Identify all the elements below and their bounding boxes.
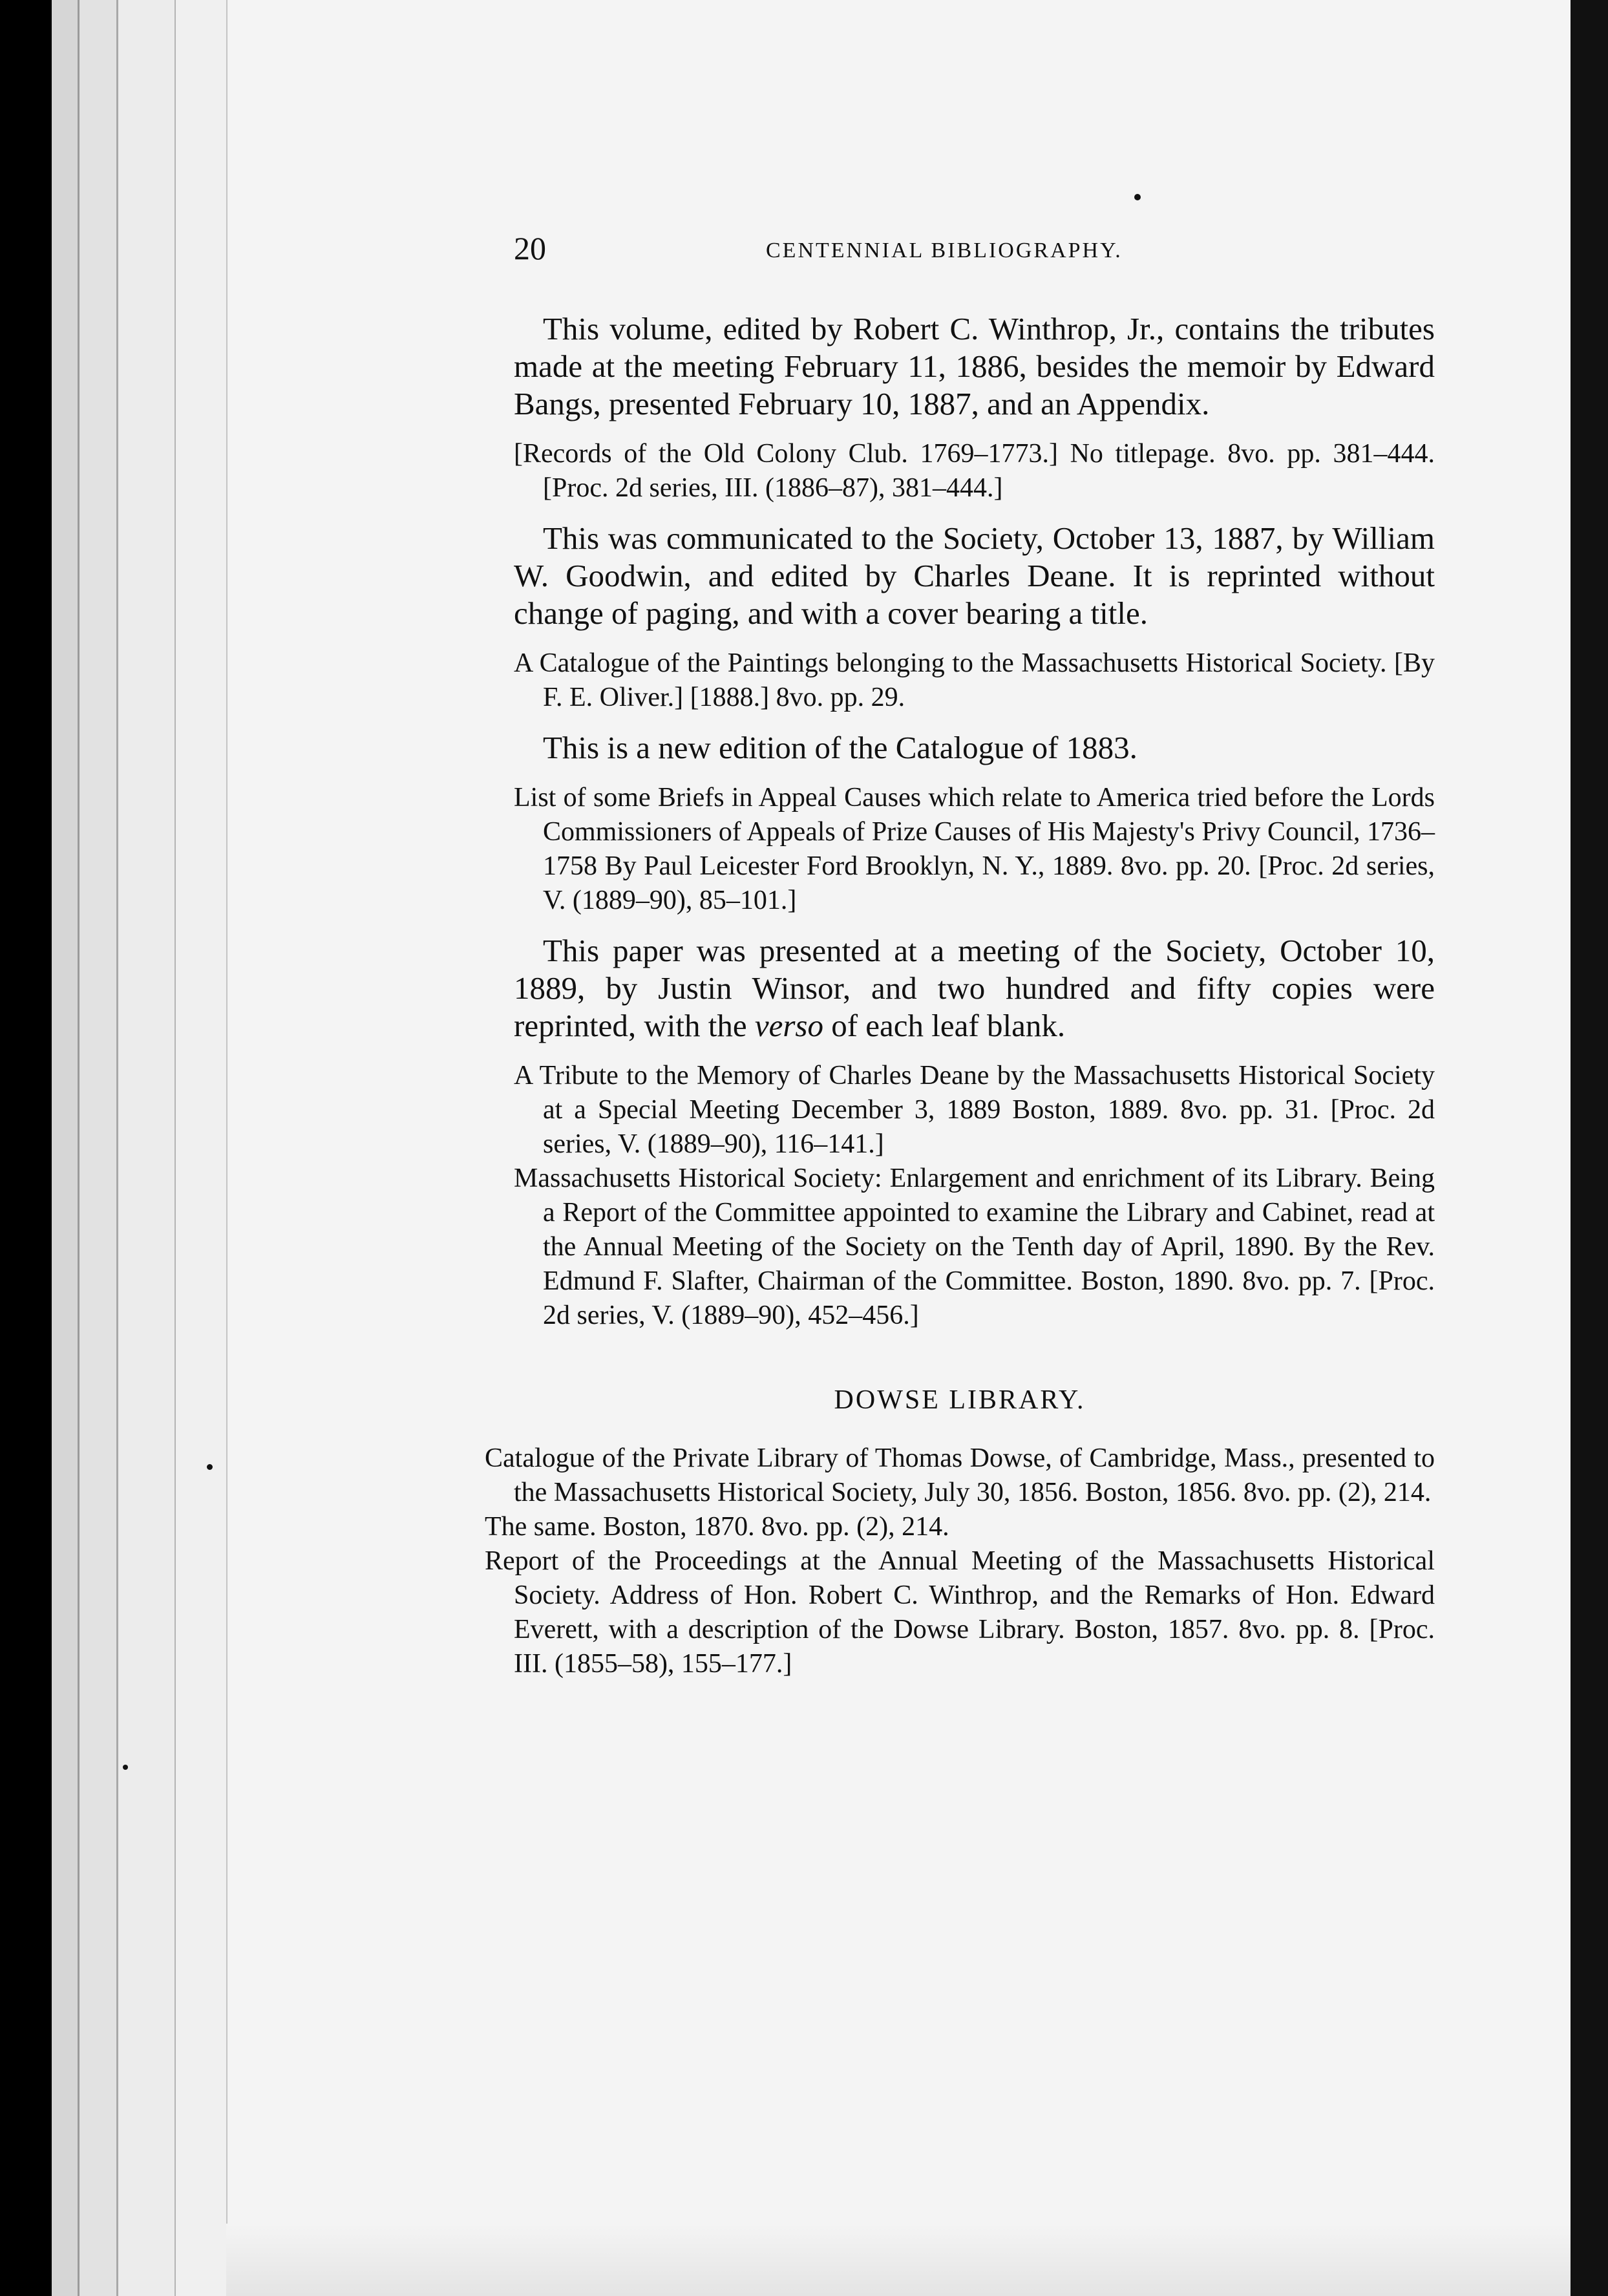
page-edge-strip [116, 0, 176, 2296]
page-bottom-shade [226, 2224, 1571, 2296]
running-title: CENTENNIAL BIBLIOGRAPHY. [766, 239, 1123, 262]
bibliography-entry: Catalogue of the Private Library of Thomas Dowse, of Cambridge, Mass., presented to the Massachusetts Historical Society, July 30, 1856. Boston, 1856. 8vo. pp. (2), 214. [485, 1443, 1435, 1507]
page-edge-strip [175, 0, 227, 2296]
page-gutter-shadow [1571, 0, 1608, 2296]
scan-speck [207, 1464, 213, 1470]
page-number: 20 [514, 230, 546, 266]
paragraph-text: of each leaf blank. [823, 1008, 1066, 1043]
bibliography-entry: Massachusetts Historical Society: Enlargement and enrichment of its Library. Being a Report of the Committee appointed to examine the Library and Cabinet, read at the Annual Meeting of the Society on the Tenth day of April, 1890. By the Rev. Edmund F. Slafter, Chairman of the Committee. Boston, 1890. 8vo. pp. 7. [Proc. 2d series, V. (1889–90), 452–456.] [514, 1164, 1435, 1330]
section-heading: DOWSE LIBRARY. [834, 1385, 1086, 1415]
page-edge-strip [52, 0, 78, 2296]
scan-speck [1134, 194, 1141, 200]
bibliography-entry: The same. Boston, 1870. 8vo. pp. (2), 214. [485, 1512, 949, 1542]
body-paragraph [514, 932, 1435, 1045]
body-paragraph: This volume, edited by Robert C. Winthrop, Jr., contains the tributes made at the meeting February 11, 1886, besides the memoir by Edward Bangs, presented February 10, 1887, and an Appendix. [514, 311, 1435, 421]
dowse-library-section [485, 1385, 1435, 1681]
page-header [514, 229, 1205, 275]
bibliography-entry: [Records of the Old Colony Club. 1769–1773.] No titlepage. 8vo. pp. 381–444. [Proc. 2d series, III. (1886–87), 381–444.] [514, 439, 1435, 503]
paragraph-text: This paper was presented at a meeting of the Society, October 10, 1889, by Justin Winsor, and two hundred and fifty copies were reprinted, with the [514, 933, 1435, 1043]
page-edge-strip [78, 0, 118, 2296]
page-body [485, 310, 1435, 1681]
bibliography-entry: A Tribute to the Memory of Charles Deane by the Massachusetts Historical Society at a Special Meeting December 3, 1889 Boston, 1889. 8vo. pp. 31. [Proc. 2d series, V. (1889–90), 116–141.] [514, 1061, 1435, 1159]
italic-term: verso [754, 1008, 823, 1043]
bibliography-entry: Report of the Proceedings at the Annual Meeting of the Massachusetts Historical Society. Address of Hon. Robert C. Winthrop, and the Remarks of Hon. Edward Everett, with a description of the Dowse Library. Boston, 1857. 8vo. pp. 8. [Proc. III. (1855–58), 155–177.] [485, 1546, 1435, 1679]
body-paragraph: This was communicated to the Society, October 13, 1887, by William W. Goodwin, and edited by Charles Deane. It is reprinted without change of paging, and with a cover bearing a title. [514, 520, 1435, 631]
bibliography-entry: A Catalogue of the Paintings belonging to the Massachusetts Historical Society. [By F. E. Oliver.] [1888.] 8vo. pp. 29. [514, 648, 1435, 712]
body-paragraph: This is a new edition of the Catalogue of 1883. [543, 730, 1137, 765]
bibliography-entry: List of some Briefs in Appeal Causes which relate to America tried before the Lords Commissioners of Appeals of Prize Causes of His Majesty's Privy Council, 1736–1758 By Paul Leicester Ford Brooklyn, N. Y., 1889. 8vo. pp. 20. [Proc. 2d series, V. (1889–90), 85–101.] [514, 783, 1435, 915]
scan-speck [123, 1765, 128, 1770]
